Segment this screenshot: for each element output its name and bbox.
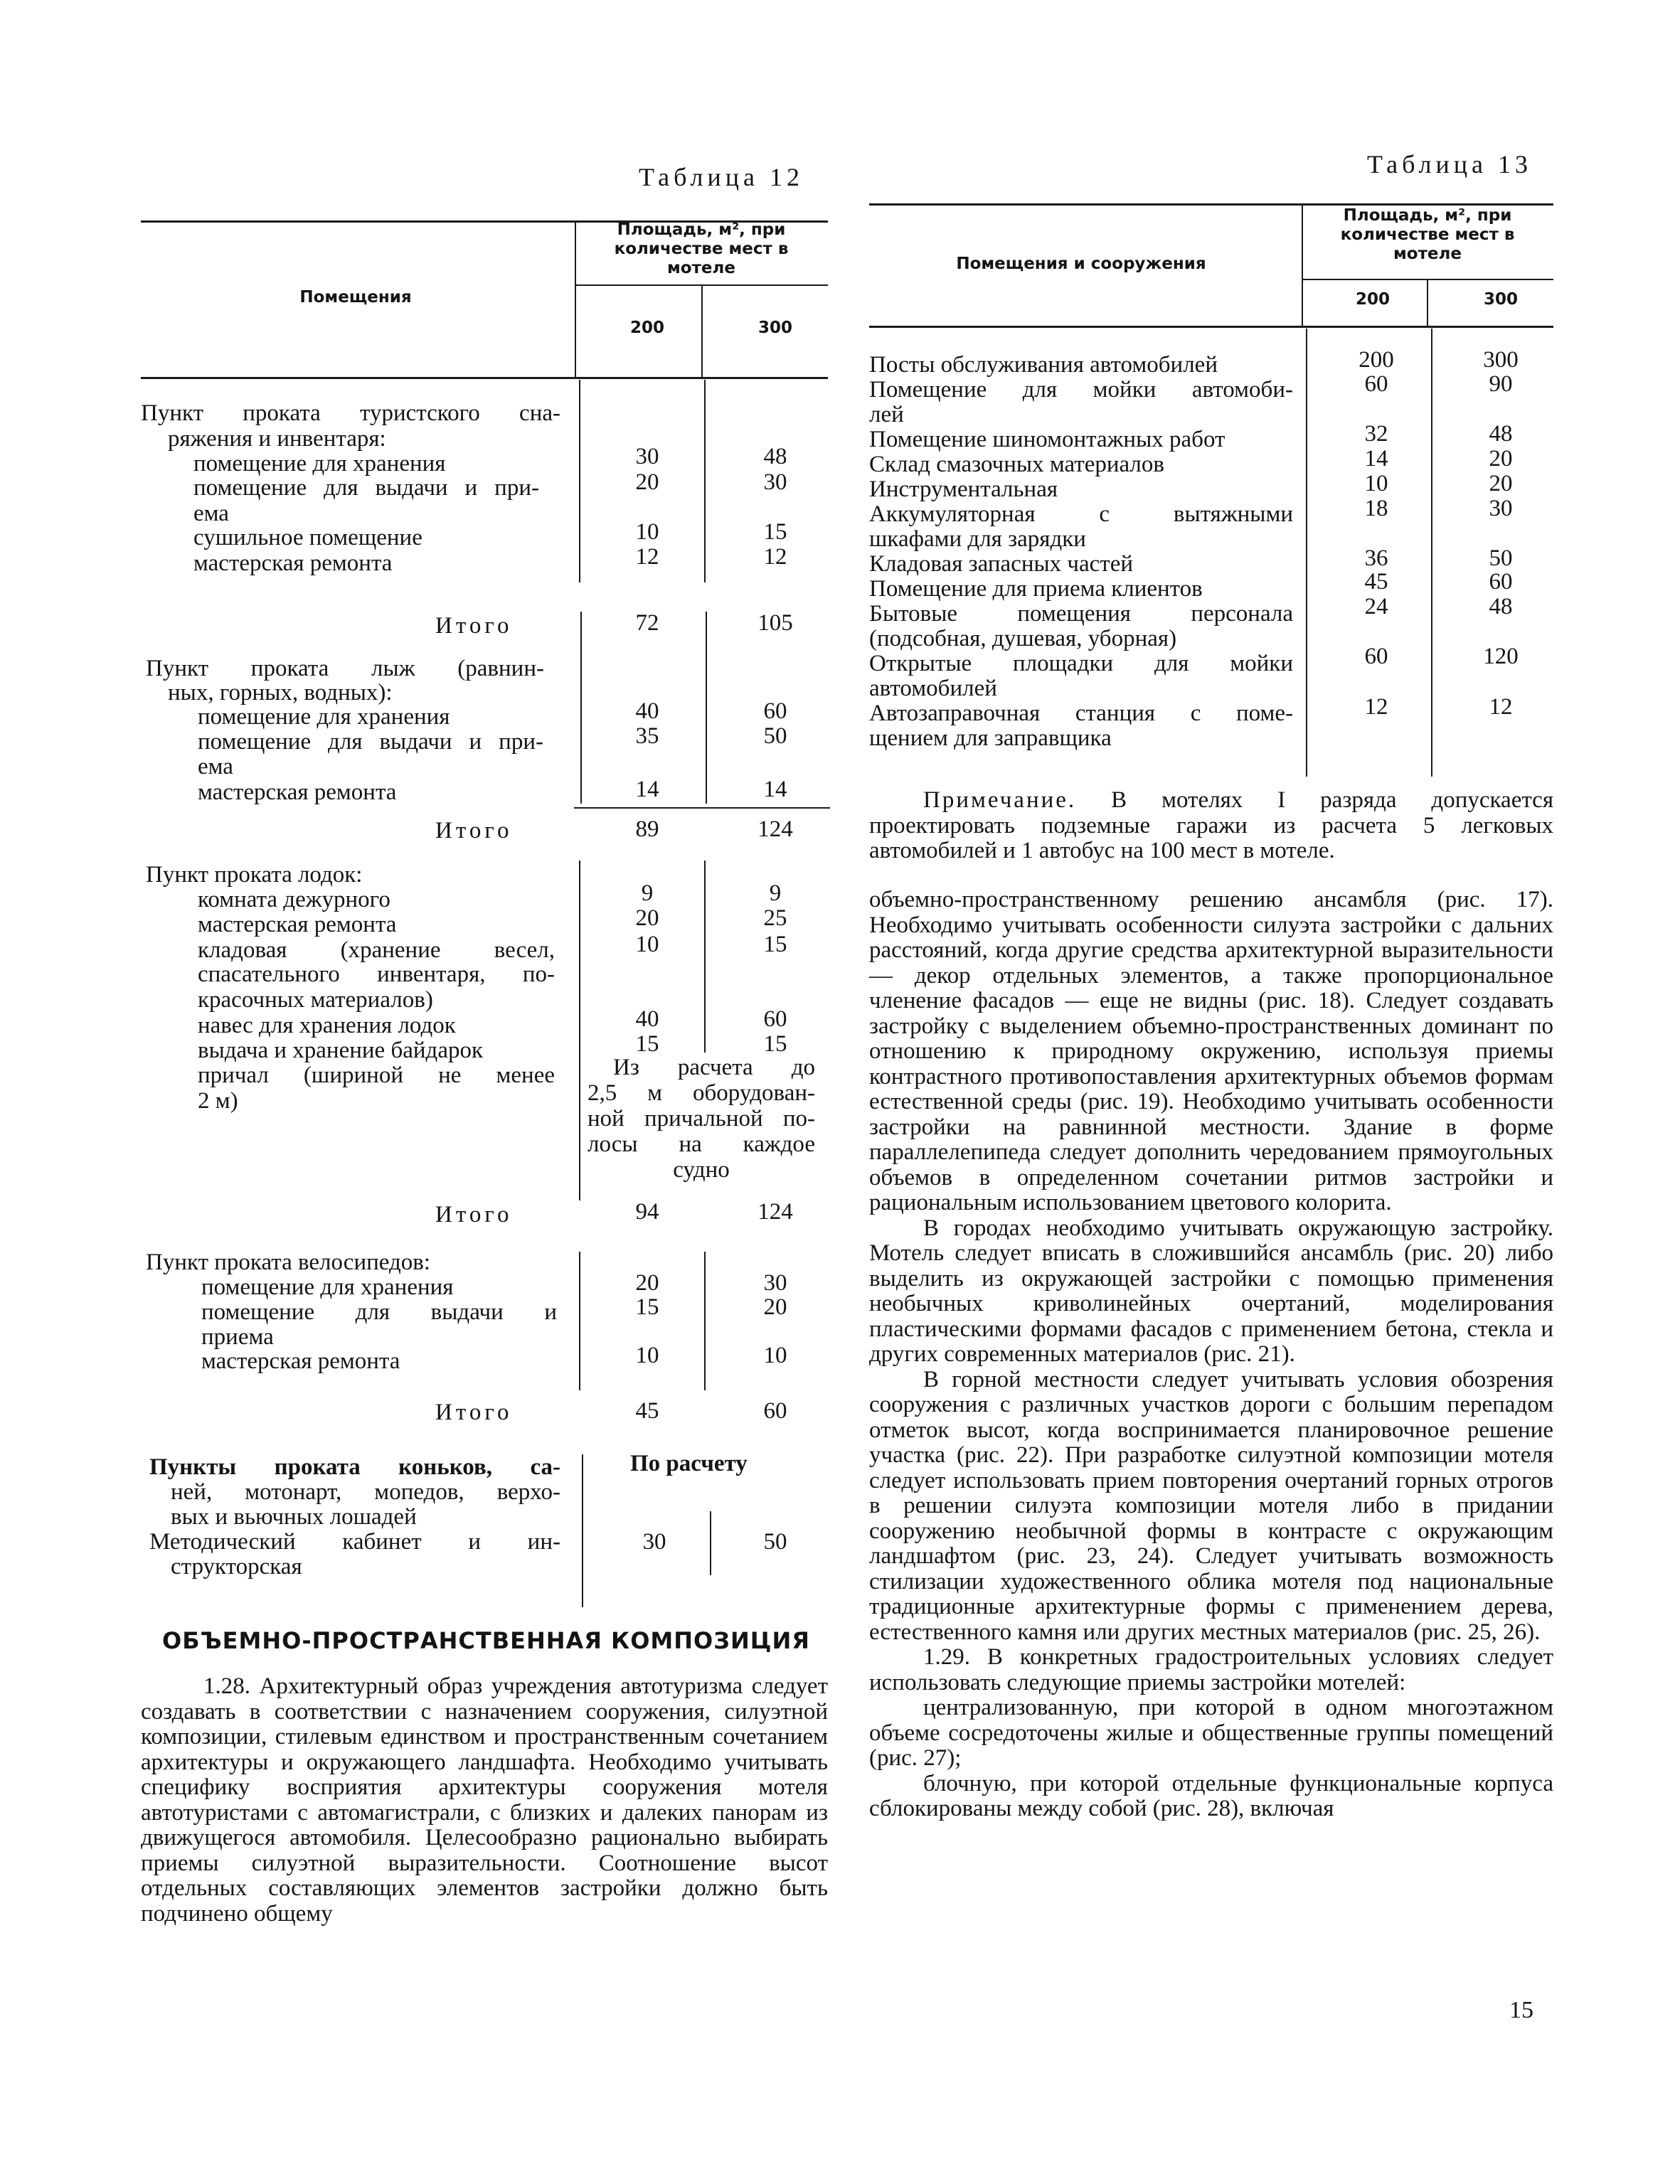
section-heading: ОБЪЕМНО-ПРОСТРАНСТВЕННАЯ КОМПОЗИЦИЯ [162,1627,810,1654]
table13-row-label: Посты обслуживания автомобилей [869,352,1218,378]
table12-cell: 9 [769,880,782,906]
table12-total-200: 45 [635,1398,659,1424]
table13-cell: 10 [1364,471,1388,496]
note-text: В мотелях I разряда допускается проектировать подземные гаражи из расчета 5 легковых автомобилей и 1 автобус на 100 мест в мотеле. [869,787,1554,863]
table12-cell: 10 [635,932,659,957]
table12-total-label: Итого [435,613,513,639]
table12-row-label: структорская [171,1554,302,1580]
table12-cell: 10 [635,1343,659,1368]
table12-cell: 50 [763,1529,787,1555]
table12-cell: 60 [763,698,787,724]
table12-cell: 14 [763,777,787,802]
paragraph-centralized: централизованную, при которой в одном многоэтажном объеме сосредоточены жилые и общественные группы помещений (рис. 27); [869,1695,1553,1771]
table13-cell: 60 [1364,644,1388,669]
table12-cell: 12 [635,544,659,570]
table12-cell: 20 [635,1270,659,1296]
table12-total-label: Итого [435,1202,513,1227]
table12-cell: 48 [763,444,787,469]
table12-subheader-divider [701,284,703,377]
table12-vline [579,1252,580,1390]
table12-cell: 30 [635,444,659,469]
table13-header-divider [1302,203,1303,327]
table12-cell: 10 [635,519,659,545]
table12-cell: 20 [635,469,659,495]
table12-area-header: Площадь, м², при количестве мест в мотеле [614,220,789,277]
table13-cell: 48 [1489,594,1513,619]
table12-cell: 50 [763,723,787,749]
table12-row-label: выдача и хранение байдарок [198,1038,484,1063]
table12-vline [579,380,580,582]
table13-cap-200: 200 [1355,290,1390,309]
table13-row-label: Помещение для мойки автомоби- [869,377,1293,403]
table13-row-label: автомобилей [869,676,997,701]
table12-vline [582,1454,583,1607]
table13-cell: 48 [1489,421,1513,447]
table12-row-label: причал (шириной не менее [198,1062,555,1088]
table13-cell: 12 [1364,694,1388,720]
table12-header-rule [141,377,828,379]
table12-cap-200: 200 [629,319,664,337]
table13-area-header: Площадь, м², при количестве мест в мотеле [1340,206,1515,263]
table12-cell: 25 [763,905,787,931]
table13-row-label: Открытые площадки для мойки [869,651,1293,676]
table13-caption: Таблица 13 [1367,150,1532,179]
paragraph-mountains: В горной местности следует учитывать условия обозрения сооружения с различных участков дороги с большим перепадом отметок высот, когда воспринимается планировочное решение участка (рис. 22). При разработке силуэтной композиции мотеля следует использовать прием повторения очертаний горных отрогов в решении силуэта композиции мотеля либо в придании сооружению необычной формы в контрасте с окружающим ландшафтом (рис. 23, 24). Следует учитывать возможность стилизации художественного облика мотеля под национальные традиционные архитектурные формы с применением дерева, естественного камня или других местных материалов (рис. 25, 26). [869,1366,1553,1645]
table12-vline [704,861,706,1053]
table13-cell: 200 [1359,347,1394,373]
table12-cell: 9 [641,880,654,906]
table13-vline [1431,329,1432,777]
table12-row-label: комната дежурного [198,887,390,912]
table12-row-label: мастерская ремонта [198,912,397,937]
table12-row-label: вых и вьючных лошадей [171,1504,417,1530]
table13-cell: 20 [1489,446,1513,472]
table13-row-label: Аккумуляторная с вытяжными [869,501,1293,527]
table12-cell: 40 [635,1006,659,1032]
table12-total-300: 105 [757,610,793,636]
paragraph-block: блочную, при которой отдельные функциональные корпуса сблокированы между собой (рис. 28), включая [869,1770,1553,1821]
table12-caption: Таблица 12 [639,163,804,191]
table13-row-label: (подсобная, душевая, уборная) [869,626,1177,651]
table13-vline [1306,329,1307,777]
table12-row-label: ней, мотонарт, мопедов, верхо- [171,1479,560,1505]
table12-row-label: ема [193,501,229,526]
table13-cell: 60 [1489,569,1513,595]
table12-cell: 15 [763,932,787,957]
table12-cell: 30 [763,1270,787,1296]
table12-row-label: мастерская ремонта [198,779,397,805]
table12-vline [580,612,582,804]
table12-row-label: Пункт проката велосипедов: [146,1250,431,1275]
table13-cell: 18 [1364,496,1388,521]
paragraph-1-29: 1.29. В конкретных градостроительных условиях следует использовать следующие приемы застройки мотелей: [869,1644,1553,1695]
table12-vline [704,380,706,582]
table12-total-300: 124 [757,1199,793,1225]
table12-row-label: ема [198,754,233,779]
table12-vline [579,861,580,1200]
table12-header-divider [575,220,576,378]
table12-cell: 12 [763,544,787,570]
table13-cell: 120 [1483,644,1519,669]
table12-cell: 10 [763,1343,787,1368]
table13-row-label: Автозаправочная станция с поме- [869,701,1293,726]
table12-cell: 15 [635,1031,659,1057]
table12-cap-300: 300 [757,319,792,337]
table13-cell: 24 [1364,594,1388,619]
table12-cell: 30 [763,469,787,495]
table13-cap-300: 300 [1483,290,1518,309]
table12-cell: 15 [763,1031,787,1057]
table13-cell: 90 [1489,371,1513,397]
table12-col-header: Помещения [299,288,412,307]
table12-row-label: ных, горных, водных): [168,680,393,705]
table12-row-label: Пункт проката туристского сна- [141,400,560,426]
table12-row-label: помещение для выдачи и при- [193,475,539,501]
table13-cell: 45 [1364,569,1388,595]
table13-row-label: Бытовые помещения персонала [869,601,1293,627]
table12-cell: 15 [635,1294,659,1320]
table12-row-label: спасательного инвентаря, по- [198,962,555,987]
table12-row-label: мастерская ремонта [193,550,393,576]
table12-total-300: 124 [757,816,793,842]
table13-row-label: Помещение шиномонтажных работ [869,427,1226,452]
table12-row-label: кладовая (хранение весел, [198,937,555,963]
table13-header-rule [869,326,1553,328]
table13-cell: 12 [1489,694,1513,720]
table12-cell: 35 [635,723,659,749]
table13-row-label: щением для заправщика [869,725,1112,751]
table12-total-200: 72 [635,610,659,636]
table13-cell: 32 [1364,421,1388,447]
table12-total-300: 60 [763,1398,787,1424]
table13-row-label: Кладовая запасных частей [869,551,1134,577]
table13-row-label: Склад смазочных материалов [869,452,1164,477]
table13-subheader-divider [1427,279,1428,327]
table13-cell: 36 [1364,545,1388,571]
table12-row-label: помещение для хранения [198,704,450,730]
table12-merged-cell: Из расчета до 2,5 м оборудован- ной причальной по- лосы на каждое судно [588,1055,815,1183]
paragraph-cities: В городах необходимо учитывать окружающую застройку. Мотель следует вписать в сложившийся ансамбль (рис. 20) либо выделить из окружающей застройки с помощью применения необычных криволинейных очертаний, моделирования пластическими формами фасадов с применением бетона, стекла и других современных материалов (рис. 21). [869,1215,1553,1367]
table13-row-label: Инструментальная [869,476,1058,502]
table13-top-rule [869,203,1553,206]
table12-row-label: помещение для выдачи и [201,1299,557,1325]
table12-row-label: навес для хранения лодок [198,1013,456,1038]
table12-row-label: Методический кабинет и ин- [149,1529,560,1555]
table13-cell: 50 [1489,545,1513,571]
table12-row-label: Пункт проката лыж (равнин- [146,656,544,681]
table13-row-label: лей [869,402,904,427]
table12-row-label: помещение для хранения [201,1274,454,1300]
table12-cell: 20 [763,1294,787,1320]
page-number: 15 [1509,1997,1533,2023]
table12-total-label: Итого [435,1400,513,1425]
table13-row-label: Помещение для приема клиентов [869,576,1203,602]
table13-cell: 20 [1489,471,1513,496]
table12-rule [574,807,830,809]
table12-row-label: помещение для выдачи и при- [198,729,543,755]
table12-row-label: приема [201,1324,274,1350]
table13-cell: 300 [1483,347,1519,373]
table12-row-label: Пункт проката лодок: [146,862,363,888]
table13-cell: 60 [1364,371,1388,397]
table13-row-label: шкафами для зарядки [869,526,1086,552]
table13-col-header: Помещения и сооружения [956,255,1206,273]
table12-merged-cell: По расчету [630,1451,748,1476]
table12-total-label: Итого [435,818,513,843]
right-column-text [869,888,1553,1822]
table12-cell: 15 [763,519,787,545]
paragraph-1-28: 1.28. Архитектурный образ учреждения автотуризма следует создавать в соответствии с назначением сооружения, силуэтной композиции, стилевым единством и пространственным сочетанием архитектуры и окружающего ландшафта. Необходимо учитывать специфику восприятия архитектуры сооружения мотеля автотуристами с автомагистрали, с близких и далеких панорам из движущегося автомобиля. Целесообразно рационально выбирать приемы силуэтной выразительности. Соотношение высот отдельных составляющих элементов застройки должно быть подчинено общему [141,1673,828,1927]
table12-cell: 20 [635,905,659,931]
table12-vline [706,612,707,804]
table12-vline [710,1511,711,1575]
table12-row-label: Пункты проката коньков, са- [149,1454,560,1480]
table12-cell: 14 [635,777,659,802]
table13-cell: 14 [1364,446,1388,472]
table12-row-label: 2 м) [198,1088,238,1114]
table12-vline [704,1252,706,1390]
table12-cell: 30 [642,1529,666,1555]
table12-cell: 40 [635,698,659,724]
table12-total-200: 94 [635,1199,659,1225]
note-label: Примечание. [923,787,1077,813]
table12-row-label: красочных материалов) [198,987,433,1013]
table12-row-label: ряжения и инвентаря: [168,426,386,452]
paragraph-continued: объемно-пространственному решению ансамбля (рис. 17). Необходимо учитывать особенности силуэта застройки с дальних расстояний, когда другие средства архитектурной выразительности — декор отдельных элементов, а также пропорциональное членение фасадов — еще не видны (рис. 18). Следует создавать застройку с выделением объемно-пространственных доминант по отношению к природному окружению, используя приемы контрастного противопоставления архитектурных объемов формам естественной среды (рис. 19). Необходимо учитывать особенности застройки на равнинной местности. Здание в форме параллелепипеда следует дополнить чередованием прямоугольных объемов в определенном сочетании ритмов застройки и рациональным использованием цветового колорита. [869,887,1553,1215]
table12-row-label: мастерская ремонта [201,1348,400,1374]
table13-cell: 30 [1489,496,1513,521]
table12-row-label: сушильное помещение [193,525,422,550]
table12-row-label: помещение для хранения [193,451,446,476]
table13-note [869,788,1553,864]
table12-total-200: 89 [635,816,659,842]
table12-cell: 60 [763,1006,787,1032]
